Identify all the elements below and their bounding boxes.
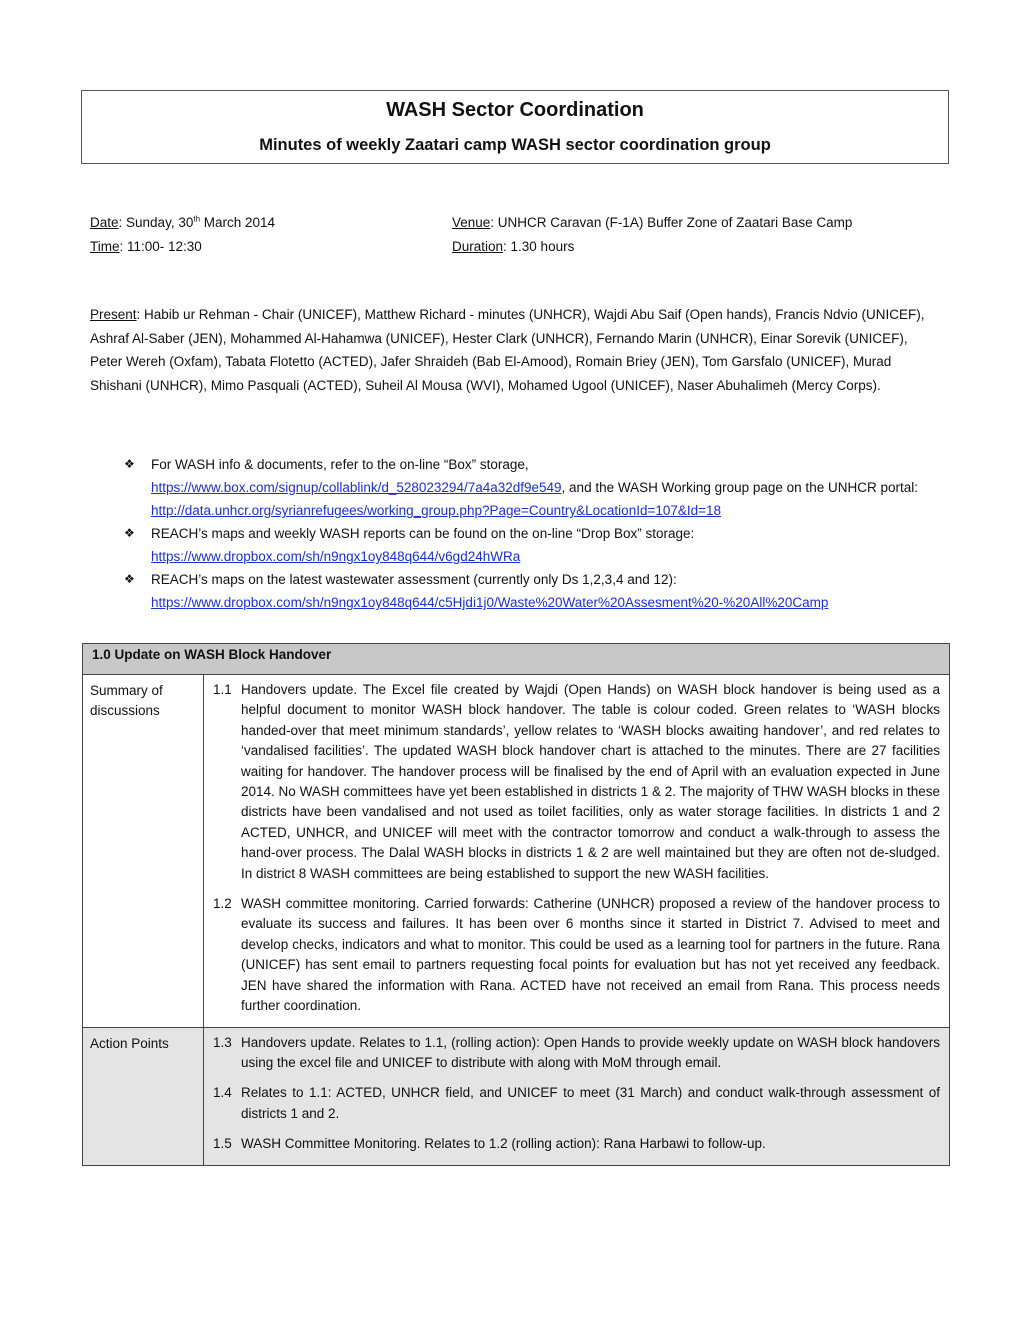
present-label: Present bbox=[90, 307, 137, 322]
item-number: 1.2 bbox=[213, 896, 232, 912]
item-text: WASH Committee Monitoring. Relates to 1.2 (rolling action): Rana Harbawi to follow-up. bbox=[241, 1136, 766, 1152]
box-storage-link[interactable]: https://www.box.com/signup/collablink/d_528023294/7a4a32df9e549 bbox=[151, 480, 562, 495]
date-label: Date bbox=[90, 215, 119, 230]
duration-label: Duration bbox=[452, 239, 504, 254]
action-items bbox=[204, 1027, 950, 1165]
section-heading-row bbox=[83, 644, 950, 675]
wastewater-assessment-link[interactable]: https://www.dropbox.com/sh/n9ngx1oy848q644/c5Hjdi1j0/Waste%20Water%20Assesment%20-%20All%20Camp bbox=[151, 595, 829, 610]
time-line bbox=[90, 235, 275, 259]
item-number: 1.5 bbox=[213, 1136, 232, 1152]
bullet-text: , and the WASH Working group page on the UNHCR portal: bbox=[561, 480, 918, 495]
time-value: : 11:00- 12:30 bbox=[119, 239, 202, 254]
diamond-bullet-icon: ❖ bbox=[124, 526, 135, 540]
action-points-label: Action Points bbox=[83, 1027, 204, 1165]
document-title: WASH Sector Coordination bbox=[386, 99, 644, 121]
list-item bbox=[124, 522, 944, 568]
diamond-bullet-icon: ❖ bbox=[124, 457, 135, 471]
meeting-date-time bbox=[90, 211, 275, 259]
document-subtitle: Minutes of weekly Zaatari camp WASH sector coordination group bbox=[259, 136, 771, 154]
bullet-text: REACH’s maps and weekly WASH reports can be found on the on-line “Drop Box” storage: bbox=[151, 526, 695, 541]
diamond-bullet-icon: ❖ bbox=[124, 572, 135, 586]
handover-section-table bbox=[82, 643, 950, 1166]
item-number: 1.4 bbox=[213, 1085, 232, 1101]
duration-value: : 1.30 hours bbox=[503, 239, 575, 254]
summary-label: Summary of discussions bbox=[83, 675, 204, 1028]
list-item bbox=[124, 568, 944, 614]
meeting-venue-duration bbox=[452, 211, 852, 259]
item-number: 1.1 bbox=[213, 682, 232, 697]
date-value-pre: : Sunday, 30 bbox=[118, 215, 194, 230]
summary-row bbox=[83, 675, 950, 1028]
unhcr-portal-link[interactable]: http://data.unhcr.org/syrianrefugees/working_group.php?Page=Country&LocationId=107&Id=18 bbox=[151, 503, 722, 518]
attendees-paragraph bbox=[90, 303, 942, 397]
venue-line bbox=[452, 211, 852, 235]
section-heading: 1.0 Update on WASH Block Handover bbox=[83, 644, 950, 675]
action-item bbox=[213, 1083, 940, 1124]
summary-items bbox=[204, 675, 950, 1028]
venue-value: : UNHCR Caravan (F-1A) Buffer Zone of Zaatari Base Camp bbox=[490, 215, 853, 230]
minute-item bbox=[213, 680, 940, 884]
present-list: : Habib ur Rehman - Chair (UNICEF), Matthew Richard - minutes (UNHCR), Wajdi Abu Saif (Open hands), Francis Ndvio (UNICEF), Ashraf Al-Saber (JEN), Mohammed Al-Hahamwa (UNICEF), Hester Clark (UNHCR), Fernando Marin (UNHCR), Einar Sorevik (UNICEF), Peter Wereh (Oxfam), Tabata Flotetto (ACTED), Jafer Shraideh (Bab El-Amood), Romain Briey (JEN), Tom Garsfalo (UNICEF), Murad Shishani (UNHCR), Mimo Pasquali (ACTED), Suheil Al Mousa (WVI), Mohamed Ugool (UNICEF), Naser Abuhalimeh (Mercy Corps). bbox=[90, 307, 925, 393]
list-item bbox=[124, 453, 944, 522]
time-label: Time bbox=[90, 239, 120, 254]
resource-links-list bbox=[124, 453, 944, 614]
bullet-text: For WASH info & documents, refer to the on-line “Box” storage, bbox=[151, 457, 529, 472]
venue-label: Venue bbox=[452, 215, 491, 230]
item-text: WASH committee monitoring. Carried forwards: Catherine (UNHCR) proposed a review of the handover process to evaluate its success and failures. It has been over 6 months since it started in District 7. Advised to meet and develop checks, indicators and what to monitor. This could be used as a learning tool for partners in the future. Rana (UNICEF) has sent email to partners requesting focal points for evaluation but has not yet received any feedback. JEN have shared the information with Rana. ACTED have not received an email from Rana. This process needs further coordination. bbox=[241, 896, 940, 1014]
date-line bbox=[90, 211, 275, 235]
date-superscript: th bbox=[193, 214, 201, 224]
bullet-text: REACH’s maps on the latest wastewater assessment (currently only Ds 1,2,3,4 and 12): bbox=[151, 572, 677, 587]
duration-line bbox=[452, 235, 852, 259]
item-number: 1.3 bbox=[213, 1034, 232, 1050]
action-item bbox=[213, 1134, 940, 1154]
item-text: Relates to 1.1: ACTED, UNHCR field, and UNICEF to meet (31 March) and conduct walk-through assessment of districts 1 and 2. bbox=[241, 1085, 940, 1121]
item-text: Handovers update. The Excel file created by Wajdi (Open Hands) on WASH block handover is being used as a helpful document to monitor WASH block handover. The table is colour coded. Green relates to ‘WASH blocks handed-over that meet minimum standards’, yellow relates to ‘WASH blocks awaiting handover’, and red relates to ‘vandalised facilities’. The updated WASH block handover chart is attached to the minutes. There are 27 facilities waiting for handover. The handover process will be finalised by the end of April with an evaluation expected in June 2014. No WASH committees have yet been established in districts 1 & 2. The majority of THW WASH blocks in these districts have been vandalised and not used as toilet facilities, only as water storage facilities. In districts 1 and 2 ACTED, UNHCR, and UNICEF will meet with the contractor tomorrow and conduct a walk-through to assess the hand-over process. The Dalal WASH blocks in districts 1 & 2 are well maintained but they are often not de-sludged. In district 8 WASH committees are being established to support the new WASH facilities. bbox=[241, 682, 940, 881]
minute-item bbox=[213, 894, 940, 1016]
action-item bbox=[213, 1033, 940, 1074]
action-points-row bbox=[83, 1027, 950, 1165]
title-box bbox=[81, 90, 949, 164]
dropbox-reports-link[interactable]: https://www.dropbox.com/sh/n9ngx1oy848q644/v6gd24hWRa bbox=[151, 549, 521, 564]
date-value-post: March 2014 bbox=[200, 215, 276, 230]
item-text: Handovers update. Relates to 1.1, (rolling action): Open Hands to provide weekly update on WASH block handovers using the excel file and UNICEF to distribute with along with MoM through email. bbox=[241, 1034, 940, 1070]
